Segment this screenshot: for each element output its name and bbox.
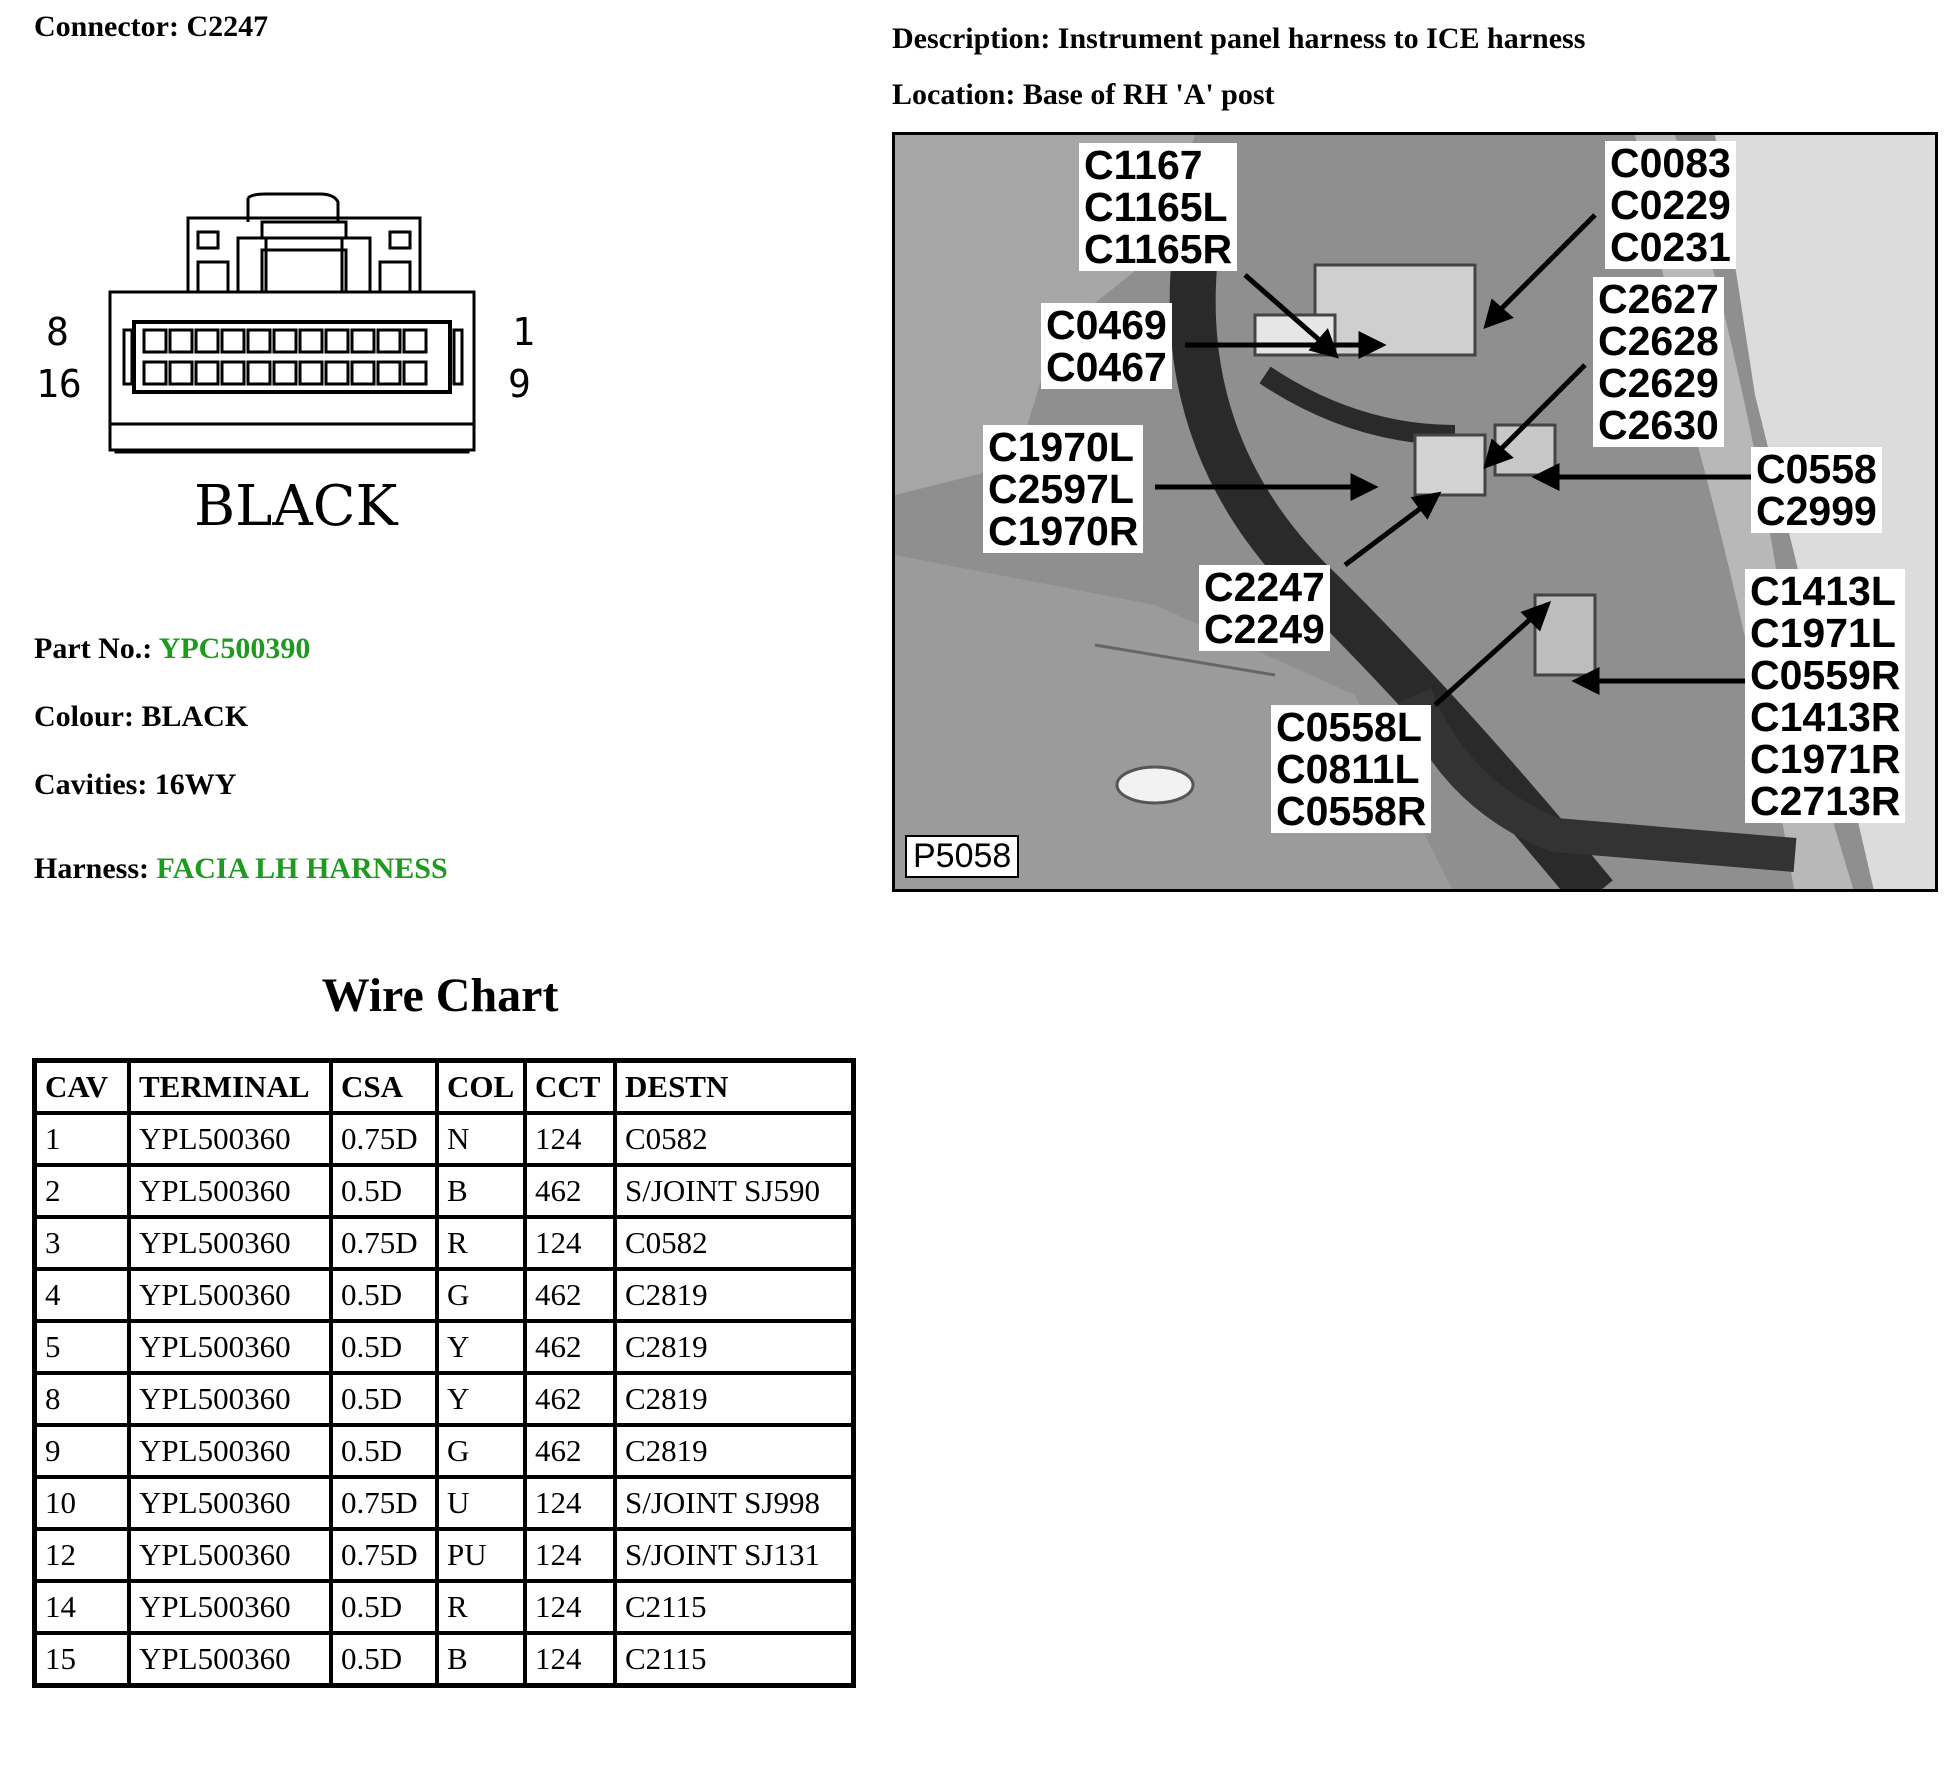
- photo-label-group-5: [983, 425, 1143, 553]
- cell-col: G: [437, 1269, 525, 1321]
- table-row: [35, 1477, 854, 1529]
- cell-cav: 15: [35, 1633, 130, 1686]
- photo-label: C2713R: [1750, 778, 1901, 824]
- cell-destn: C0582: [615, 1217, 854, 1269]
- photo-label: C0558R: [1276, 788, 1427, 834]
- photo-label: C1167: [1084, 142, 1203, 188]
- cell-col: Y: [437, 1321, 525, 1373]
- column-header-destn: DESTN: [615, 1061, 854, 1114]
- photo-label: C2597L: [988, 466, 1134, 512]
- photo-label-group-7: [1199, 565, 1330, 651]
- photo-label: C0558L: [1276, 704, 1422, 750]
- cell-destn: C0582: [615, 1113, 854, 1165]
- colour-label: Colour: BLACK: [34, 700, 249, 733]
- cell-destn: C2819: [615, 1373, 854, 1425]
- photo-label: C2629: [1598, 360, 1719, 406]
- pin-number-16: 16: [36, 362, 82, 406]
- photo-label: C2628: [1598, 318, 1719, 364]
- cell-cav: 12: [35, 1529, 130, 1581]
- photo-label-group-4: [1593, 277, 1724, 447]
- photo-label: C1165L: [1084, 184, 1228, 230]
- cell-cav: 14: [35, 1581, 130, 1633]
- table-header-row: [35, 1061, 854, 1114]
- cell-terminal: YPL500360: [129, 1269, 331, 1321]
- photo-label-group-3: [1041, 303, 1172, 389]
- cell-terminal: YPL500360: [129, 1113, 331, 1165]
- photo-label-group-2: [1605, 141, 1736, 269]
- location-label: Location: Base of RH 'A' post: [892, 78, 1275, 111]
- pin-number-9: 9: [508, 362, 531, 406]
- cell-destn: C2819: [615, 1425, 854, 1477]
- column-header-terminal: TERMINAL: [129, 1061, 331, 1114]
- cell-cav: 3: [35, 1217, 130, 1269]
- photo-label: C0229: [1610, 182, 1731, 228]
- cell-destn: S/JOINT SJ131: [615, 1529, 854, 1581]
- photo-label: C2630: [1598, 402, 1719, 448]
- table-row: [35, 1217, 854, 1269]
- cell-csa: 0.75D: [331, 1477, 437, 1529]
- cell-cct: 462: [525, 1425, 615, 1477]
- photo-label: C1413R: [1750, 694, 1901, 740]
- photo-label: C2247: [1204, 564, 1325, 610]
- photo-label-group-8: [1745, 569, 1905, 823]
- cell-csa: 0.5D: [331, 1269, 437, 1321]
- table-row: [35, 1113, 854, 1165]
- cell-terminal: YPL500360: [129, 1529, 331, 1581]
- photo-label: C0811L: [1276, 746, 1420, 792]
- cell-csa: 0.75D: [331, 1529, 437, 1581]
- cell-cct: 124: [525, 1113, 615, 1165]
- harness: [34, 852, 448, 886]
- photo-label: C1970L: [988, 424, 1134, 470]
- cell-csa: 0.5D: [331, 1373, 437, 1425]
- photo-label: C1413L: [1750, 568, 1896, 614]
- cell-col: R: [437, 1581, 525, 1633]
- cell-col: B: [437, 1165, 525, 1217]
- photo-label: C2627: [1598, 276, 1719, 322]
- cell-cct: 462: [525, 1165, 615, 1217]
- cell-csa: 0.5D: [331, 1633, 437, 1686]
- cell-destn: C2115: [615, 1633, 854, 1686]
- cell-csa: 0.5D: [331, 1581, 437, 1633]
- pin-number-8: 8: [46, 310, 69, 354]
- cell-cct: 462: [525, 1373, 615, 1425]
- photo-label: C1971R: [1750, 736, 1901, 782]
- table-row: [35, 1425, 854, 1477]
- photo-label: C2249: [1204, 606, 1325, 652]
- cell-cav: 8: [35, 1373, 130, 1425]
- photo-label: C0083: [1610, 140, 1731, 186]
- cell-cav: 10: [35, 1477, 130, 1529]
- cell-terminal: YPL500360: [129, 1581, 331, 1633]
- pin-number-1: 1: [512, 310, 535, 354]
- photo-label: C0231: [1610, 224, 1731, 270]
- part-no-value: YPC500390: [158, 632, 311, 665]
- cell-destn: S/JOINT SJ998: [615, 1477, 854, 1529]
- pin-row-top: [144, 330, 426, 352]
- cell-cav: 9: [35, 1425, 130, 1477]
- column-header-csa: CSA: [331, 1061, 437, 1114]
- cell-terminal: YPL500360: [129, 1373, 331, 1425]
- cell-terminal: YPL500360: [129, 1165, 331, 1217]
- photo-label-group-6: [1751, 447, 1882, 533]
- cell-cct: 124: [525, 1217, 615, 1269]
- photo-reference: P5058: [905, 835, 1019, 878]
- wire-chart-table: [32, 1058, 856, 1688]
- cell-cct: 124: [525, 1581, 615, 1633]
- photo-label: C0558: [1756, 446, 1877, 492]
- cell-cct: 124: [525, 1529, 615, 1581]
- part-no-label: Part No.:: [34, 632, 159, 665]
- column-header-cct: CCT: [525, 1061, 615, 1114]
- photo-label: C0469: [1046, 302, 1167, 348]
- table-row: [35, 1581, 854, 1633]
- table-row: [35, 1633, 854, 1686]
- column-header-cav: CAV: [35, 1061, 130, 1114]
- table-row: [35, 1529, 854, 1581]
- part-number: [34, 632, 310, 666]
- photo-label: C0467: [1046, 344, 1167, 390]
- cell-cav: 1: [35, 1113, 130, 1165]
- cell-csa: 0.75D: [331, 1113, 437, 1165]
- cell-col: U: [437, 1477, 525, 1529]
- cell-csa: 0.5D: [331, 1425, 437, 1477]
- cell-cav: 2: [35, 1165, 130, 1217]
- photo-label: C1165R: [1084, 226, 1233, 272]
- cell-terminal: YPL500360: [129, 1321, 331, 1373]
- cell-cav: 5: [35, 1321, 130, 1373]
- cell-terminal: YPL500360: [129, 1477, 331, 1529]
- table-row: [35, 1269, 854, 1321]
- photo-label: C2999: [1756, 488, 1877, 534]
- photo-label: C0559R: [1750, 652, 1901, 698]
- cell-col: R: [437, 1217, 525, 1269]
- photo-label-group-9: [1271, 705, 1431, 833]
- cell-destn: C2819: [615, 1269, 854, 1321]
- cell-terminal: YPL500360: [129, 1633, 331, 1686]
- table-row: [35, 1321, 854, 1373]
- photo-label: C1971L: [1750, 610, 1896, 656]
- cell-csa: 0.75D: [331, 1217, 437, 1269]
- cell-terminal: YPL500360: [129, 1425, 331, 1477]
- photo-label-group-1: [1079, 143, 1237, 271]
- cell-destn: C2115: [615, 1581, 854, 1633]
- location-photo: [892, 132, 1938, 892]
- pin-row-bottom: [144, 362, 426, 384]
- cell-cct: 124: [525, 1633, 615, 1686]
- table-row: [35, 1373, 854, 1425]
- column-header-col: COL: [437, 1061, 525, 1114]
- cell-col: B: [437, 1633, 525, 1686]
- harness-value: FACIA LH HARNESS: [156, 852, 448, 885]
- connector-colour-text: BLACK: [194, 474, 398, 539]
- cell-terminal: YPL500360: [129, 1217, 331, 1269]
- cell-cct: 462: [525, 1321, 615, 1373]
- table-row: [35, 1165, 854, 1217]
- cell-col: PU: [437, 1529, 525, 1581]
- cell-col: G: [437, 1425, 525, 1477]
- cell-destn: S/JOINT SJ590: [615, 1165, 854, 1217]
- cell-cct: 124: [525, 1477, 615, 1529]
- cell-csa: 0.5D: [331, 1165, 437, 1217]
- cell-cct: 462: [525, 1269, 615, 1321]
- cell-destn: C2819: [615, 1321, 854, 1373]
- connector-label: Connector: C2247: [34, 10, 269, 43]
- description-label: Description: Instrument panel harness to ICE harness: [892, 22, 1586, 55]
- cell-col: Y: [437, 1373, 525, 1425]
- cell-col: N: [437, 1113, 525, 1165]
- harness-label: Harness:: [34, 852, 157, 885]
- photo-label: C1970R: [988, 508, 1139, 554]
- cavities-label: Cavities: 16WY: [34, 768, 237, 801]
- cell-csa: 0.5D: [331, 1321, 437, 1373]
- wire-chart-title: Wire Chart: [321, 969, 559, 1022]
- cell-cav: 4: [35, 1269, 130, 1321]
